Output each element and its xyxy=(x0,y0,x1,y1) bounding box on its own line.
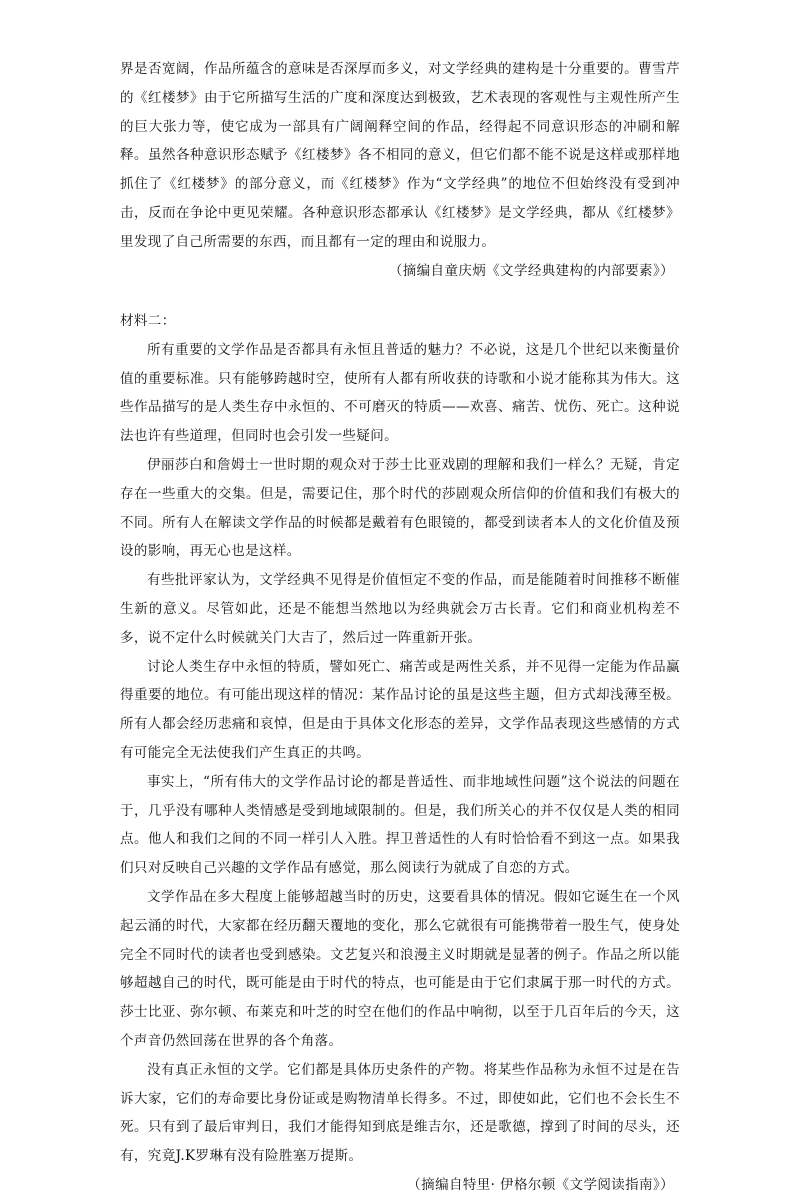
paragraph: 没有真正永恒的文学。它们都是具体历史条件的产物。将某些作品称为永恒不过是在告诉大家，它们的寿命要比身份证或是购物清单长得多。不过，即使如此，它们也不会长生不死。只有到了最后审判日，我们才能得知到底是维吉尔，还是歌德，撑到了时间的尽头，还有，究竟J.K罗琳有没有险胜塞万提斯。 xyxy=(120,1061,680,1165)
paragraph: 讨论人类生存中永恒的特质，譬如死亡、痛苦或是两性关系，并不见得一定能为作品赢得重要的地位。有可能出现这样的情况：某作品讨论的虽是这些主题，但方式却浅薄至极。所有人都会经历悲痛和哀悼，但是由于具体文化形态的差异，文学作品表现这些感情的方式有可能完全无法使我们产生真正的共鸣。 xyxy=(120,658,680,761)
paragraph: 文学作品在多大程度上能够超越当时的历史，这要看具体的情况。假如它诞生在一个风起云涌的时代，大家都在经历翻天覆地的变化，那么它就很有可能携带着一股生气，使身处完全不同时代的读者也受到感染。文艺复兴和浪漫主义时期就是显著的例子。作品之所以能够超越自己的时代，既可能是由于时代的特点，也可能是由于它们隶属于那一时代的方式。莎士比亚、弥尔顿、布莱克和叶芝的时空在他们的作品中响彻，以至于几百年后的今天，这个声音仍然回荡在世界的各个角落。 xyxy=(120,888,680,1049)
paragraph: 所有重要的文学作品是否都具有永恒且普适的魅力？不必说，这是几个世纪以来衡量价值的重要标准。只有能够跨越时空，使所有人都有所收获的诗歌和小说才能称其为伟大。这些作品描写的是人类生存中永恒的、不可磨灭的特质——欢喜、痛苦、忧伤、死亡。这种说法也许有些道理，但同时也会引发一些疑问。 xyxy=(120,341,680,445)
top-paragraph: 界是否宽阔，作品所蕴含的意味是否深厚而多义，对文学经典的建构是十分重要的。曹雪芹的《红楼梦》由于它所描写生活的广度和深度达到极致，艺术表现的客观性与主观性所产生的巨大张力等，使它成为一部具有广阔阐释空间的作品，经得起不同意识形态的冲刷和解释。虽然各种意识形态赋予《红楼梦》各不相同的意义，但它们都不能不说是这样或那样地抓住了《红楼梦》的部分意义，而《红楼梦》作为“文学经典”的地位不但始终没有受到冲击，反而在争论中更见荣耀。各种意识形态都承认《红楼梦》是文学经典，都从《红楼梦》里发现了自己所需要的东西，而且都有一定的理由和说服力。 xyxy=(120,61,680,250)
material-2-heading: 材料二： xyxy=(120,313,176,329)
material-1-excerpt xyxy=(120,55,680,285)
paragraph: 事实上，“所有伟大的文学作品讨论的都是普适性、而非地域性问题”这个说法的问题在于，几乎没有哪种人类情感是受到地域限制的。但是，我们所关心的并不仅仅是人类的相同点。他人和我们之间的不同一样引人入胜。捍卫普适性的人有时恰恰看不到这一点。如果我们只对反映自己兴趣的文学作品有感觉，那么阅读行为就成了自恋的方式。 xyxy=(120,773,680,877)
source-citation-1: （摘编自童庆炳《文学经典建构的内部要素》） xyxy=(388,262,674,279)
source-citation-2: （摘编自特里· 伊格尔顿《文学阅读指南》） xyxy=(407,1176,674,1193)
paragraph: 伊丽莎白和詹姆士一世时期的观众对于莎士比亚戏剧的理解和我们一样么？无疑，肯定存在一些重大的交集。但是，需要记住，那个时代的莎剧观众所信仰的价值和我们有极大的不同。所有人在解读文学作品的时候都是戴着有色眼镜的，都受到读者本人的文化价值及预设的影响，再无心也是这样。 xyxy=(120,456,680,560)
paragraph: 有些批评家认为，文学经典不见得是价值恒定不变的作品，而是能随着时间推移不断催生新的意义。尽管如此，还是不能想当然地以为经典就会万古长青。它们和商业机构差不多，说不定什么时候就关门大吉了，然后过一阵重新开张。 xyxy=(120,572,680,646)
material-2-section xyxy=(120,307,680,1200)
